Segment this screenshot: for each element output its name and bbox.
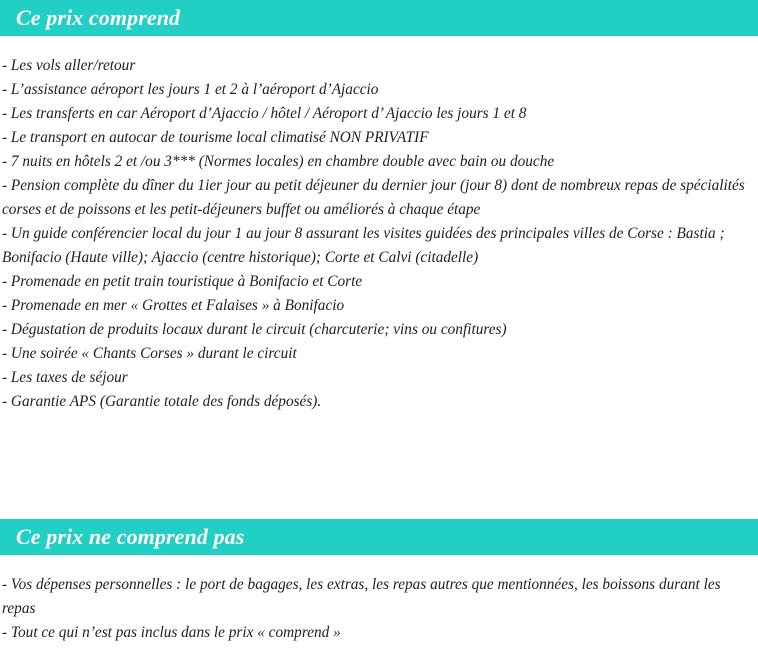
list-item: - 7 nuits en hôtels 2 et /ou 3*** (Normes locales) en chambre double avec bain ou douche	[2, 153, 555, 170]
list-item: - Promenade en petit train touristique à Bonifacio et Corte	[2, 273, 363, 290]
list-item: - L’assistance aéroport les jours 1 et 2 à l’aéroport d’Ajaccio	[2, 81, 379, 98]
list-item: - Promenade en mer « Grottes et Falaises » à Bonifacio	[2, 297, 345, 314]
list-item: - Vos dépenses personnelles : le port de bagages, les extras, les repas autres que mentionnées, les boissons durant les repas	[2, 576, 721, 617]
section-header-excluded: Ce prix ne comprend pas	[0, 519, 758, 555]
list-item: - Les transferts en car Aéroport d’Ajaccio / hôtel / Aéroport d’ Ajaccio les jours 1 et 8	[2, 105, 527, 122]
list-item: - Les taxes de séjour	[2, 369, 128, 386]
list-item: - Garantie APS (Garantie totale des fonds déposés).	[2, 393, 322, 410]
list-item: - Une soirée « Chants Corses » durant le circuit	[2, 345, 297, 362]
list-item: - Un guide conférencier local du jour 1 au jour 8 assurant les visites guidées des principales villes de Corse : Bastia ; Bonifacio (Haute ville); Ajaccio (centre historique); Corte et Calvi (citadelle)	[2, 225, 725, 266]
list-item: - Dégustation de produits locaux durant le circuit (charcuterie; vins ou confitures)	[2, 321, 507, 338]
list-item: - Le transport en autocar de tourisme local climatisé NON PRIVATIF	[2, 129, 429, 146]
list-item: - Pension complète du dîner du 1ier jour au petit déjeuner du dernier jour (jour 8) dont de nombreux repas de spécialités corses et de poissons et les petit-déjeuners buffet ou améliorés à chaque étape	[2, 177, 745, 218]
section-header-included: Ce prix comprend	[0, 0, 758, 36]
list-item: - Les vols aller/retour	[2, 57, 136, 74]
section-ce-prix-ne-comprend-pas	[0, 519, 758, 645]
section-body-excluded	[0, 573, 758, 645]
list-item: - Tout ce qui n’est pas inclus dans le prix « comprend »	[2, 624, 341, 641]
section-body-included	[0, 54, 758, 414]
